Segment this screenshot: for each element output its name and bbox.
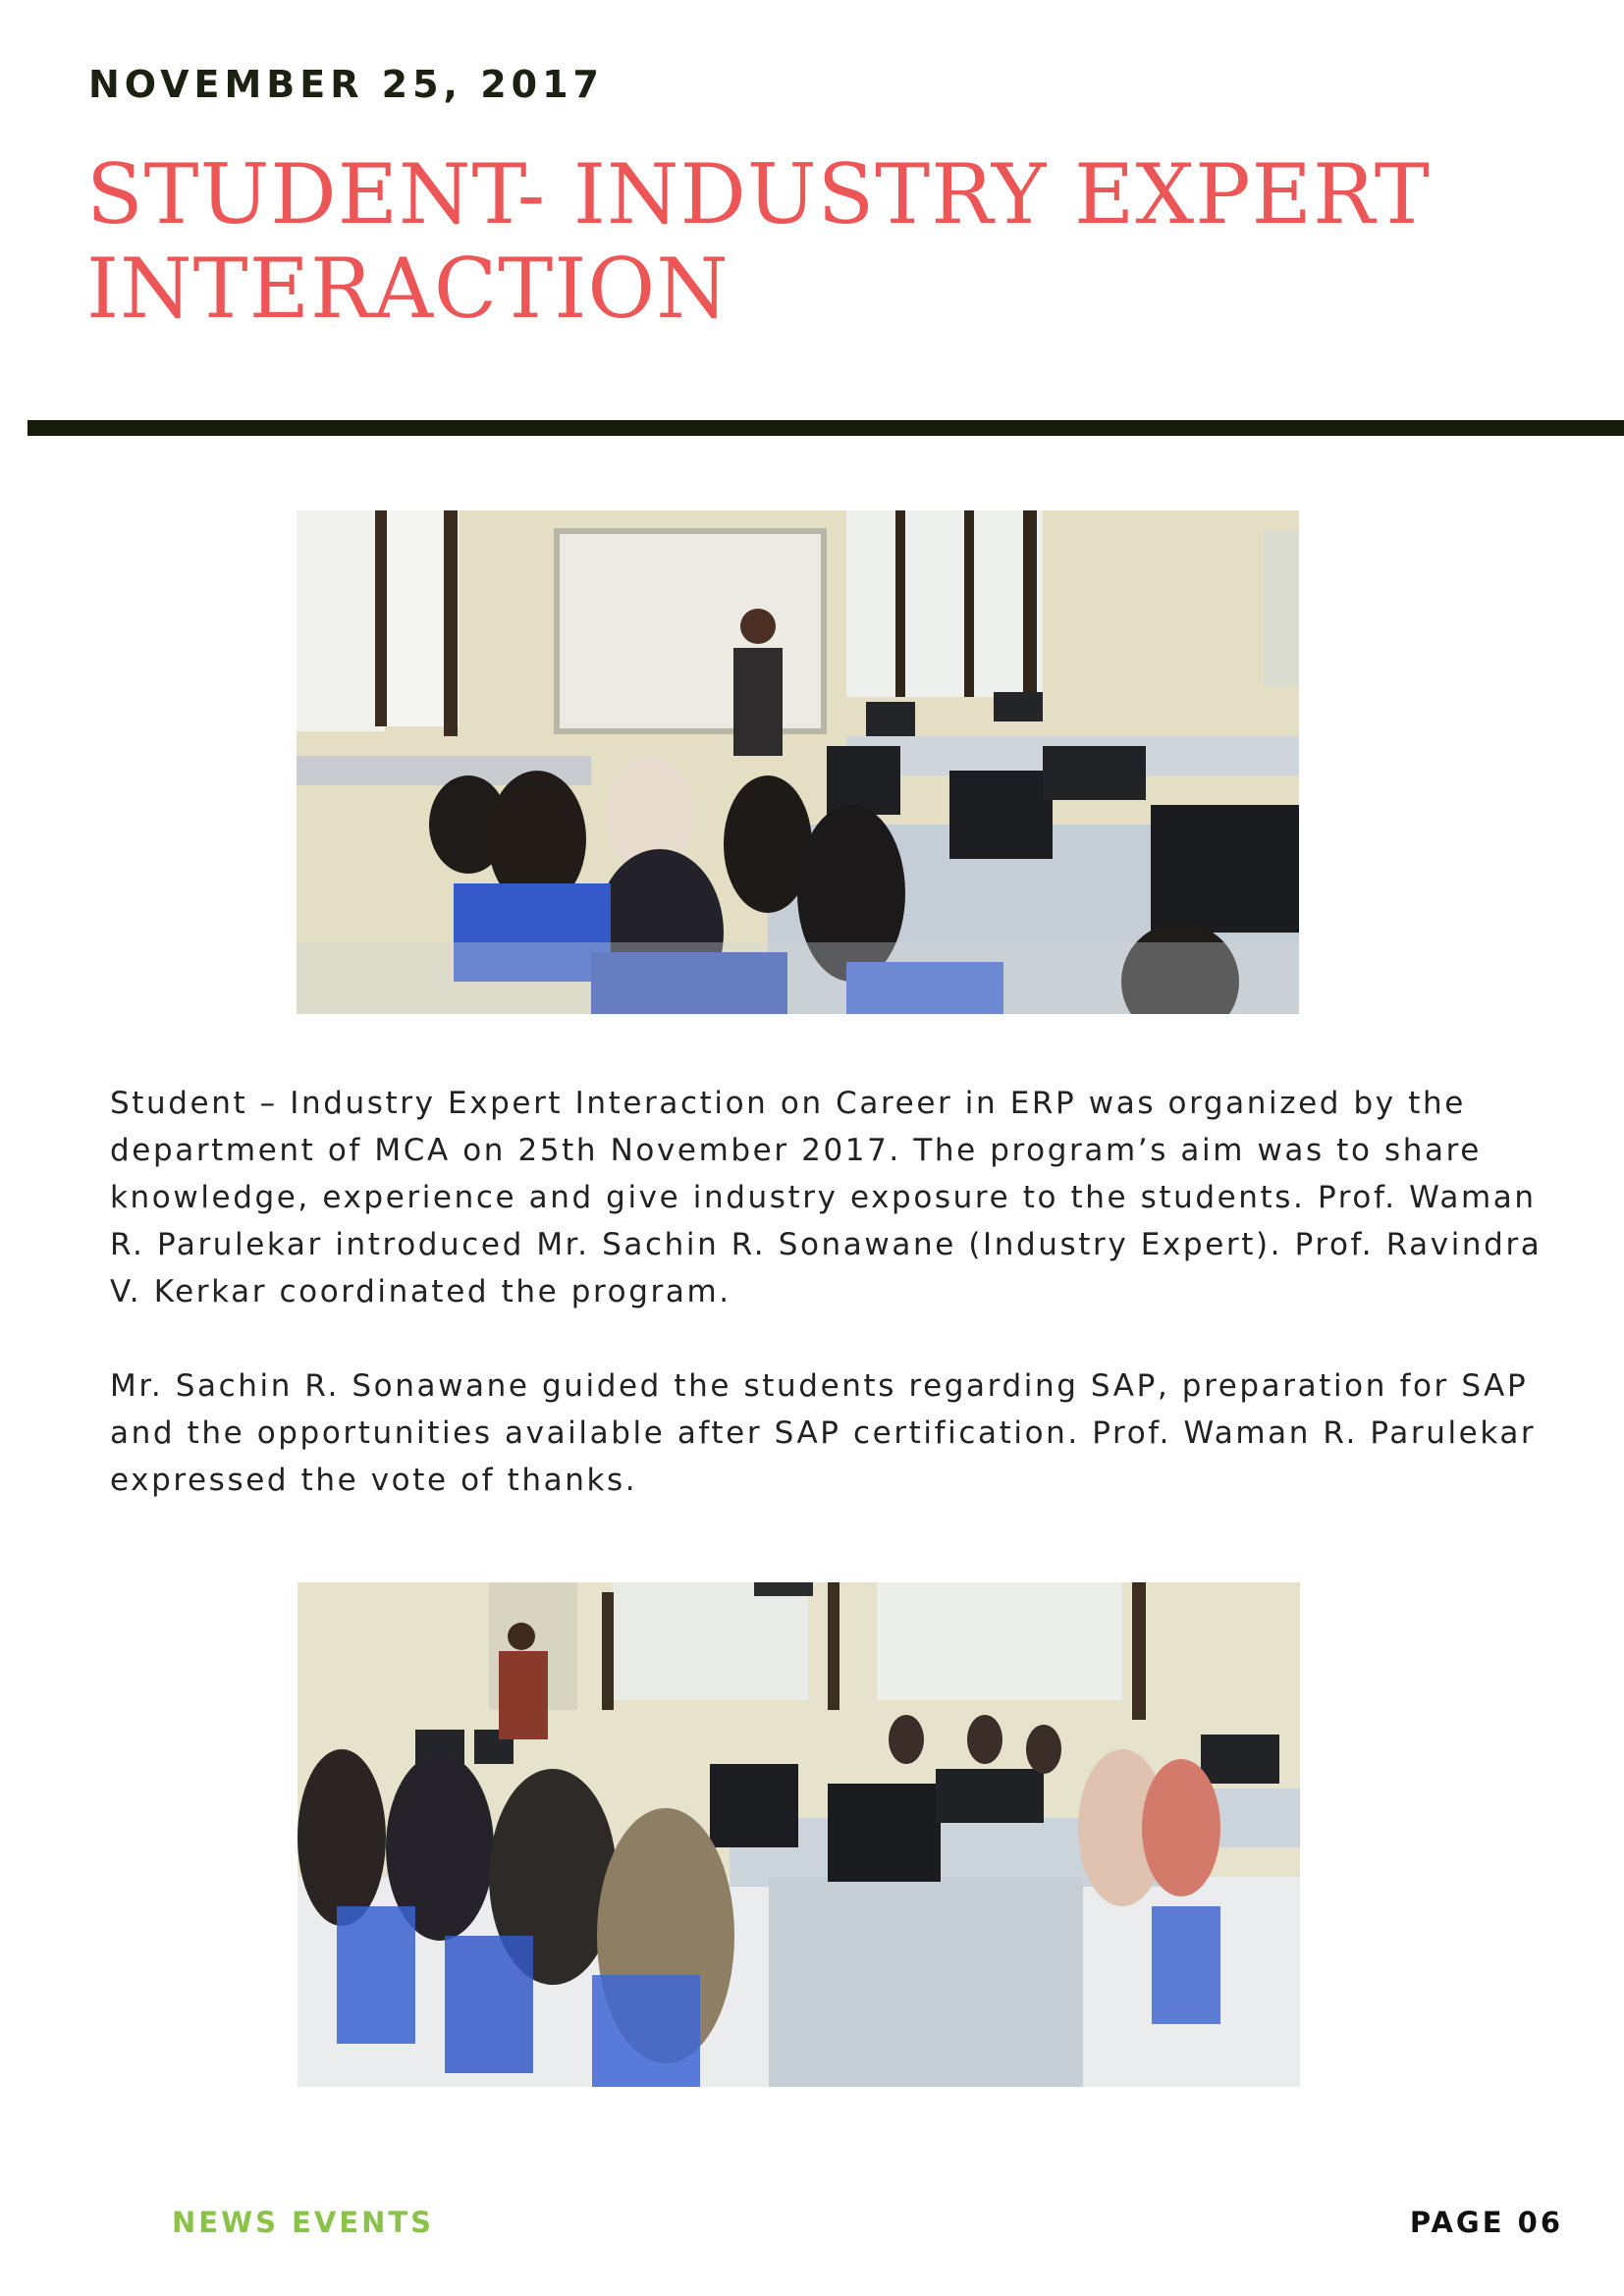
students-seated-photo: [298, 1582, 1300, 2087]
page-title: STUDENT- INDUSTRY EXPERT INTERACTION: [86, 146, 1431, 337]
classroom-interaction-photo: [297, 510, 1299, 1014]
article-paragraph: Mr. Sachin R. Sonawane guided the students regarding SAP, preparation for SAP and the opportunities available after SAP certification. Prof. Waman R. Parulekar expressed the vote of thanks.: [110, 1368, 1537, 1498]
article-paragraph: Student – Industry Expert Interaction on Career in ERP was organized by the department of MCA on 25th November 2017. The program’s aim was to share knowledge, experience and give industry exposure to the students. Prof. Waman R. Parulekar introduced Mr. Sachin R. Sonawane (Industry Expert). Prof. Ravindra V. Kerkar coordinated the program.: [110, 1086, 1543, 1309]
page-date: NOVEMBER 25, 2017: [88, 63, 604, 106]
title-divider: [27, 420, 1624, 436]
footer-section-label: NEWS EVENTS: [172, 2206, 435, 2239]
page-number: PAGE 06: [1409, 2206, 1563, 2239]
article-body: [110, 1080, 1543, 1504]
